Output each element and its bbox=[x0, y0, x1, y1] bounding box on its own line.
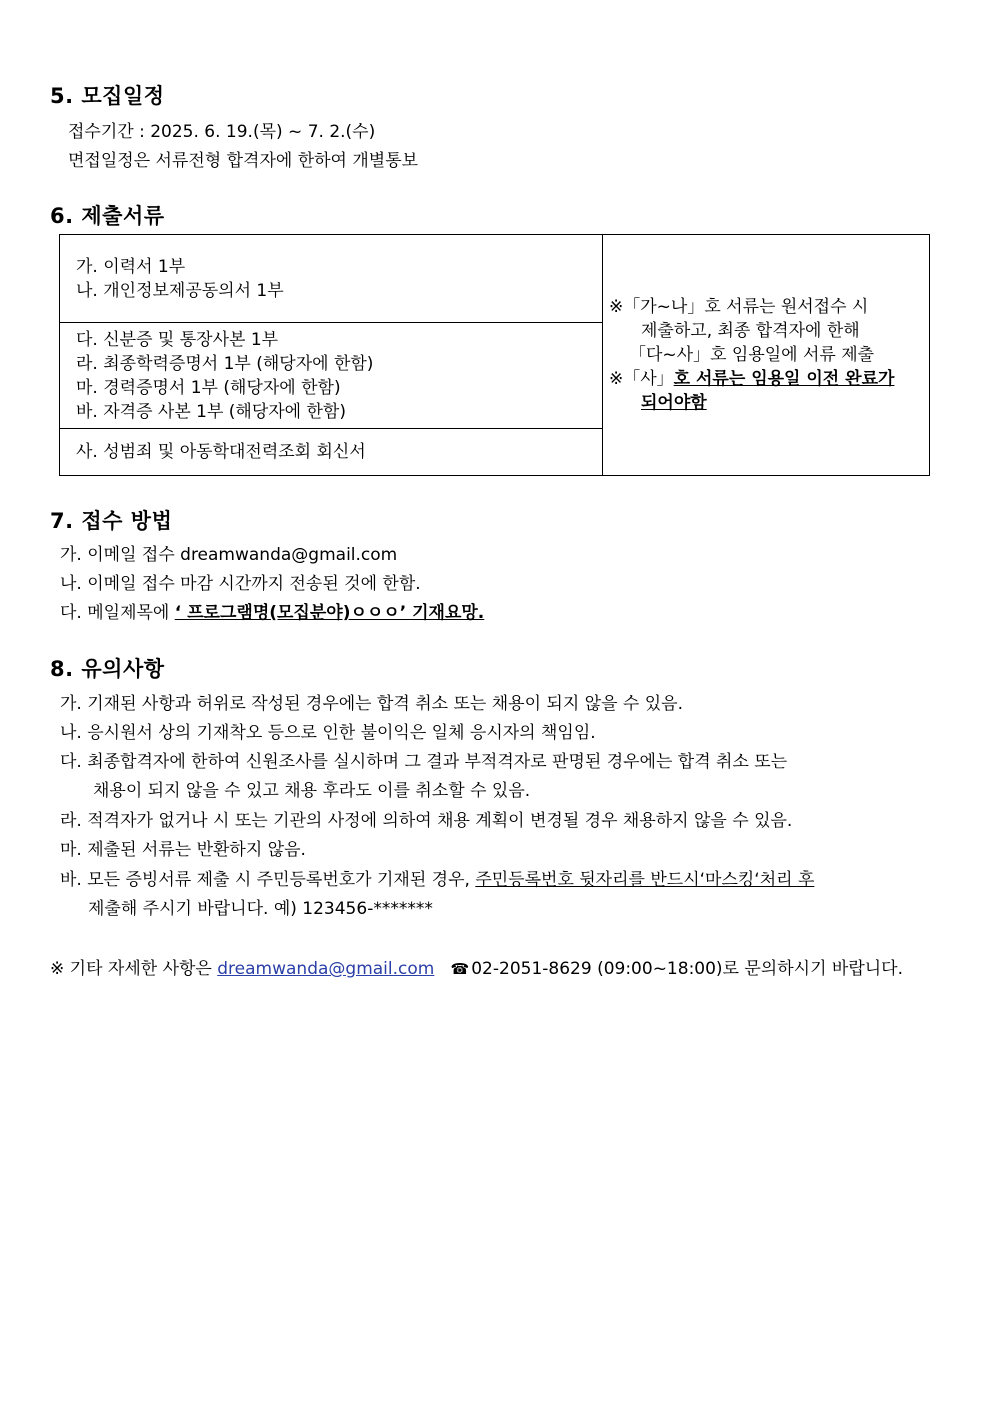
interview-schedule: 면접일정은 서류전형 합격자에 한하여 개별통보 bbox=[68, 151, 419, 171]
application-period: 접수기간 : 2025. 6. 19.(목) ~ 7. 2.(수) bbox=[68, 122, 376, 142]
note-line-5 bbox=[609, 391, 929, 415]
contact-phone: 02-2051-8629 (09:00~18:00)로 문의하시기 바랍니다. bbox=[471, 959, 903, 979]
note-line-1: ※「가~나」호 서류는 원서접수 시 bbox=[609, 297, 869, 317]
method-deadline: 나. 이메일 접수 마감 시간까지 전송된 것에 한함. bbox=[60, 574, 421, 594]
notice-item-6-prefix: 바. 모든 증빙서류 제출 시 주민등록번호가 기재된 경우, bbox=[60, 870, 476, 890]
documents-group-1 bbox=[60, 235, 603, 323]
contact-info bbox=[50, 954, 903, 979]
documents-group-2 bbox=[60, 323, 603, 429]
notice-item-6-cont: 제출해 주시기 바랍니다. 예) 123456-******* bbox=[88, 899, 433, 919]
documents-note bbox=[603, 235, 930, 476]
note-prefix: ※「사」 bbox=[609, 369, 674, 389]
documents-group-3 bbox=[60, 429, 603, 476]
note-emphasis: 호 서류는 임용일 이전 완료가 bbox=[673, 369, 895, 389]
notice-item-3-cont: 채용이 되지 않을 수 있고 채용 후라도 이를 취소할 수 있음. bbox=[93, 781, 531, 801]
method-email: 가. 이메일 접수 dreamwanda@gmail.com bbox=[60, 545, 398, 565]
notice-item-3: 다. 최종합격자에 한하여 신원조사를 실시하며 그 결과 부적격자로 판명된 경우에는 합격 취소 또는 bbox=[60, 752, 788, 772]
doc-criminal-record: 사. 성범죄 및 아동학대전력조회 회신서 bbox=[76, 442, 366, 462]
doc-resume: 가. 이력서 1부 bbox=[76, 256, 186, 277]
contact-prefix: ※ 기타 자세한 사항은 bbox=[50, 959, 218, 979]
note-line-4 bbox=[609, 367, 929, 391]
notice-item-6-masking: 주민등록번호 뒷자리를 반드시‘마스킹‘처리 후 bbox=[475, 870, 815, 890]
note-line-2: 제출하고, 최종 합격자에 한해 bbox=[641, 321, 860, 341]
doc-education-cert: 라. 최종학력증명서 1부 (해당자에 한함) bbox=[76, 353, 374, 374]
doc-privacy-consent: 나. 개인정보제공동의서 1부 bbox=[76, 280, 284, 301]
method-subject bbox=[60, 598, 484, 623]
section-5-title: 5. 모집일정 bbox=[50, 84, 165, 108]
notice-item-5: 마. 제출된 서류는 반환하지 않음. bbox=[60, 840, 306, 860]
phone-icon: ☎ bbox=[450, 960, 470, 978]
notice-item-4: 라. 적격자가 없거나 시 또는 기관의 사정에 의하여 채용 계획이 변경될 경우 채용하지 않을 수 있음. bbox=[60, 811, 793, 831]
notice-item-2: 나. 응시원서 상의 기재착오 등으로 인한 불이익은 일체 응시자의 책임임. bbox=[60, 723, 596, 743]
doc-id-bankbook: 다. 신분증 및 통장사본 1부 bbox=[76, 329, 279, 350]
section-8-title: 8. 유의사항 bbox=[50, 657, 165, 681]
note-emphasis-end: 되어야함 bbox=[641, 393, 707, 413]
method-subject-prefix: 다. 메일제목에 bbox=[60, 603, 175, 623]
note-line-3: 「다~사」호 임용일에 서류 제출 bbox=[629, 345, 875, 365]
method-subject-format: ‘ 프로그램명(모집분야)ㅇㅇㅇ’ 기재요망. bbox=[174, 603, 485, 623]
doc-career-cert: 마. 경력증명서 1부 (해당자에 한함) bbox=[76, 377, 341, 398]
section-6-title: 6. 제출서류 bbox=[50, 204, 165, 228]
documents-table bbox=[59, 234, 930, 476]
contact-email-link[interactable]: dreamwanda@gmail.com bbox=[217, 959, 435, 979]
notice-item-6 bbox=[60, 865, 814, 890]
notice-item-1: 가. 기재된 사항과 허위로 작성된 경우에는 합격 취소 또는 채용이 되지 않을 수 있음. bbox=[60, 694, 683, 714]
section-7-title: 7. 접수 방법 bbox=[50, 509, 173, 533]
doc-license-copy: 바. 자격증 사본 1부 (해당자에 한함) bbox=[76, 401, 346, 422]
